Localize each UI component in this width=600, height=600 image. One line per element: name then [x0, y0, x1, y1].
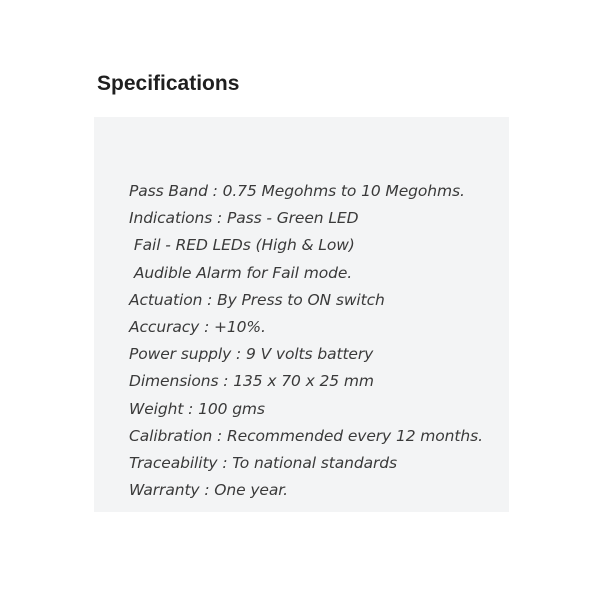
spec-dimensions: Dimensions : 135 x 70 x 25 mm: [129, 372, 374, 391]
spec-calibration: Calibration : Recommended every 12 months.: [129, 426, 483, 445]
spec-pass-band: Pass Band : 0.75 Megohms to 10 Megohms.: [129, 182, 465, 200]
spec-weight: Weight : 100 gms: [129, 399, 265, 418]
section-title: Specifications: [97, 72, 240, 95]
spec-traceability: Traceability : To national standards: [129, 454, 397, 473]
spec-indications-alarm: Audible Alarm for Fail mode.: [129, 263, 353, 282]
spec-indications-fail: Fail - RED LEDs (High & Low): [129, 236, 355, 255]
spec-power-supply: Power supply : 9 V volts battery: [129, 345, 374, 364]
spec-accuracy: Accuracy : +10%.: [129, 318, 266, 337]
specifications-panel: [94, 117, 509, 512]
spec-actuation: Actuation : By Press to ON switch: [129, 290, 385, 309]
spec-warranty: Warranty : One year.: [129, 481, 288, 500]
specifications-list: [129, 178, 483, 504]
spec-indications: Indications : Pass - Green LED: [129, 209, 359, 228]
